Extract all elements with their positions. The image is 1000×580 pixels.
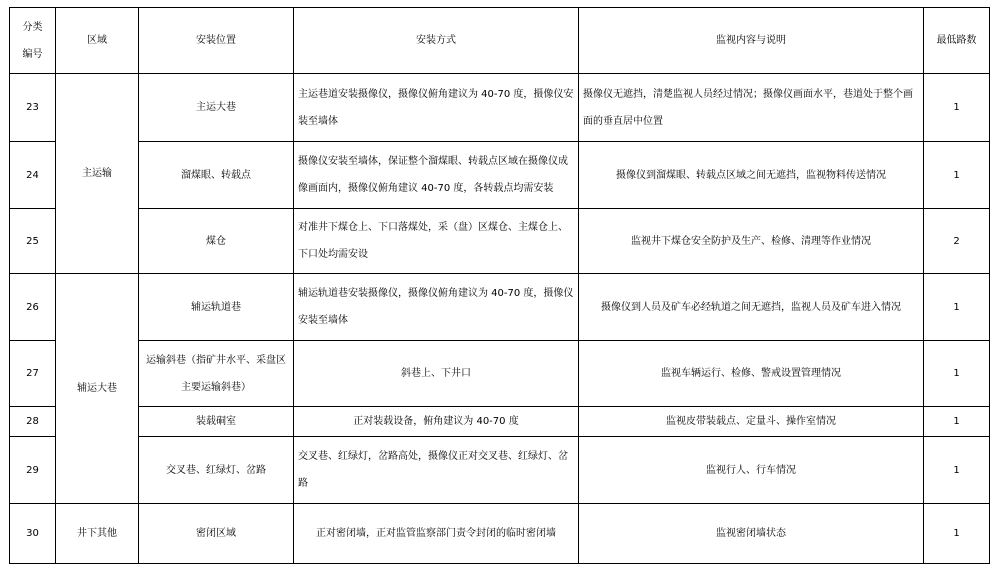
table-row [10,142,990,209]
row-location: 煤仓 [139,209,294,274]
row-monitor: 监视密闭墙状态 [579,504,924,564]
header-location: 安装位置 [139,8,294,74]
header-id [10,8,56,74]
table-row [10,437,990,504]
row-monitor: 摄像仪到溜煤眼、转载点区域之间无遮挡，监视物料传送情况 [579,142,924,209]
header-min-channels: 最低路数 [924,8,990,74]
table-row [10,341,990,407]
region-cell: 主运输 [56,74,139,274]
row-location: 主运大巷 [139,74,294,142]
row-min: 1 [924,504,990,564]
table-row [10,209,990,274]
row-monitor: 监视车辆运行、检修、警戒设置管理情况 [579,341,924,407]
row-id: 26 [10,274,56,341]
header-id-line2: 编号 [22,48,43,60]
row-min: 1 [924,142,990,209]
row-method: 正对密闭墙，正对监管监察部门责令封闭的临时密闭墙 [294,504,579,564]
row-min: 1 [924,274,990,341]
row-min: 1 [924,341,990,407]
row-method: 斜巷上、下井口 [294,341,579,407]
row-location: 溜煤眼、转载点 [139,142,294,209]
row-id: 25 [10,209,56,274]
row-location: 密闭区域 [139,504,294,564]
header-row [10,8,990,74]
header-method: 安装方式 [294,8,579,74]
header-region: 区域 [56,8,139,74]
row-location: 装载硐室 [139,407,294,437]
row-method: 交叉巷、红绿灯，岔路高处，摄像仪正对交叉巷、红绿灯、岔路 [294,437,579,504]
row-monitor: 监视井下煤仓安全防护及生产、检修、清理等作业情况 [579,209,924,274]
table-row [10,504,990,564]
header-monitor: 监视内容与说明 [579,8,924,74]
row-method: 摄像仪安装至墙体，保证整个溜煤眼、转载点区域在摄像仪成像画面内，摄像仪俯角建议 40-70 度，各转载点均需安装 [294,142,579,209]
row-method: 主运巷道安装摄像仪，摄像仪俯角建议为 40-70 度，摄像仪安装至墙体 [294,74,579,142]
row-location: 运输斜巷（指矿井水平、采盘区主要运输斜巷） [139,341,294,407]
row-id: 29 [10,437,56,504]
table-row [10,74,990,142]
row-id: 28 [10,407,56,437]
row-min: 2 [924,209,990,274]
row-min: 1 [924,407,990,437]
table-row [10,274,990,341]
header-id-line1: 分类 [22,21,43,33]
row-id: 24 [10,142,56,209]
row-method: 对准井下煤仓上、下口落煤处，采（盘）区煤仓、主煤仓上、下口处均需安设 [294,209,579,274]
row-monitor: 监视行人、行车情况 [579,437,924,504]
row-location: 辅运轨道巷 [139,274,294,341]
row-min: 1 [924,437,990,504]
region-cell: 井下其他 [56,504,139,564]
row-monitor: 监视皮带装载点、定量斗、操作室情况 [579,407,924,437]
row-id: 30 [10,504,56,564]
table-row [10,407,990,437]
row-id: 23 [10,74,56,142]
row-method: 正对装载设备，俯角建议为 40-70 度 [294,407,579,437]
camera-install-table [9,7,990,564]
row-id: 27 [10,341,56,407]
install-table-container [9,7,990,564]
row-min: 1 [924,74,990,142]
row-method: 辅运轨道巷安装摄像仪，摄像仪俯角建议为 40-70 度，摄像仪安装至墙体 [294,274,579,341]
row-monitor: 摄像仪无遮挡，清楚监视人员经过情况；摄像仪画面水平，巷道处于整个画面的垂直居中位置 [579,74,924,142]
region-cell: 辅运大巷 [56,274,139,504]
row-monitor: 摄像仪到人员及矿车必经轨道之间无遮挡，监视人员及矿车进入情况 [579,274,924,341]
row-location: 交叉巷、红绿灯、岔路 [139,437,294,504]
